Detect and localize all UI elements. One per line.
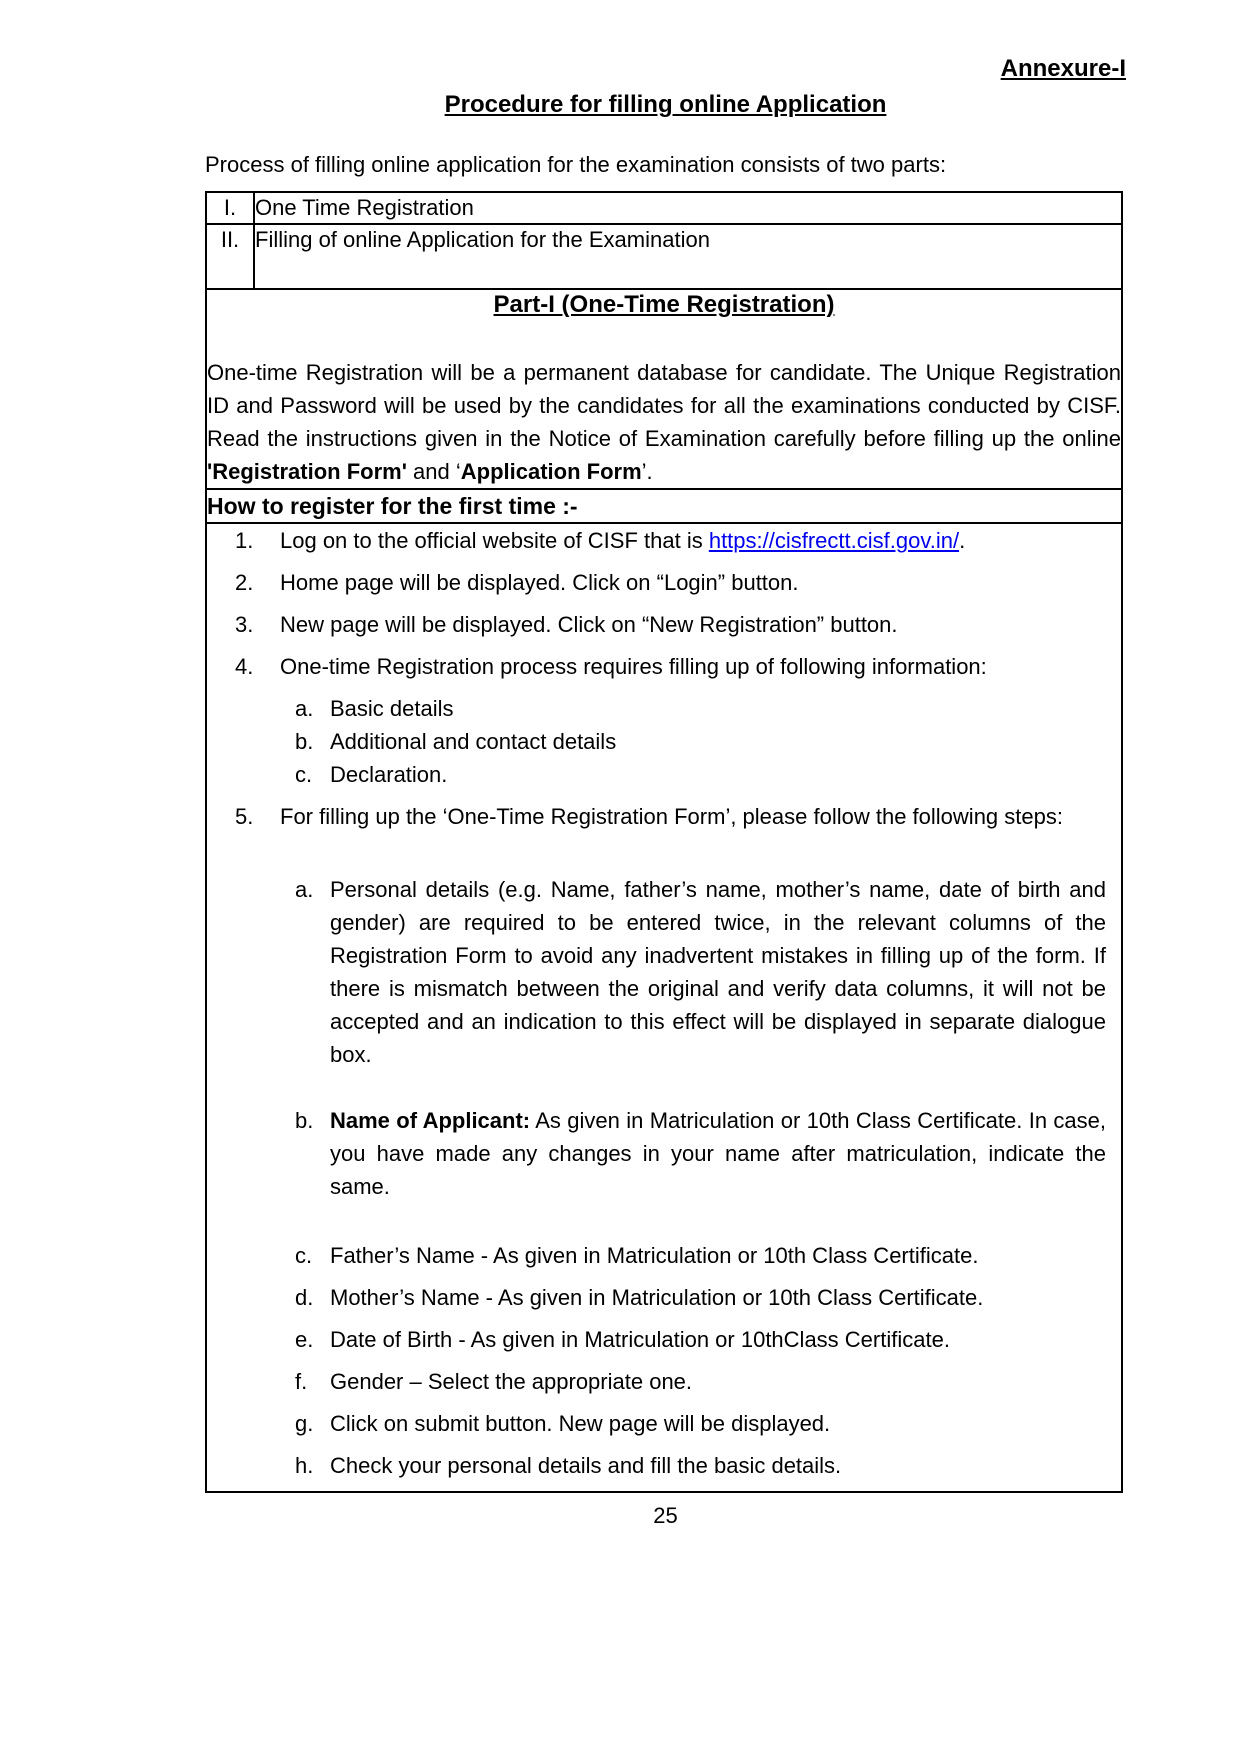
list-item-5b <box>207 1104 1121 1203</box>
list-item-5c <box>207 1239 1121 1272</box>
list-item-text: Mother’s Name - As given in Matriculation or 10th Class Certificate. <box>330 1285 984 1310</box>
list-marker: 3. <box>235 612 254 637</box>
steps-list-cell <box>206 523 1122 1492</box>
list-item-5e <box>207 1323 1121 1356</box>
list-item-5f <box>207 1365 1121 1398</box>
list-item-5a <box>207 873 1121 1071</box>
part1-paragraph-mid: and ‘ <box>406 459 461 484</box>
list-marker: 2. <box>235 570 254 595</box>
list-marker: d. <box>295 1285 314 1310</box>
name-of-applicant-text: As given in Matriculation or 10th Class Certificate. In case, you have made any changes in your name after matriculation, indicate the same. <box>330 1108 1106 1199</box>
list-item-5g <box>207 1407 1121 1440</box>
list-marker: 5. <box>235 804 254 829</box>
step1-period: . <box>959 528 966 553</box>
part1-heading: Part-I (One-Time Registration) <box>493 291 835 318</box>
table-row-part1 <box>206 192 1122 224</box>
name-of-applicant-bold: Name of Applicant: <box>330 1108 531 1133</box>
list-item-5d <box>207 1281 1121 1314</box>
list-marker: h. <box>295 1453 314 1478</box>
part1-paragraph <box>207 356 1121 488</box>
list-item-text: One-time Registration process requires filling up of following information: <box>280 654 987 679</box>
list-marker: a. <box>295 877 314 902</box>
list-item-4b <box>207 725 1121 758</box>
list-item-2 <box>207 566 1121 599</box>
list-marker: 1. <box>235 528 254 553</box>
part1-paragraph-text: One-time Registration will be a permanent database for candidate. The Unique Registration ID and Password will be used by the candidates for all the examinations conducted by CISF. Read the instructions given in the Notice of Examination carefully before filling up the online <box>207 360 1121 451</box>
page-number: 25 <box>653 1503 678 1528</box>
list-marker: e. <box>295 1327 314 1352</box>
part1-section-cell <box>206 289 1122 489</box>
list-item-text: Click on submit button. New page will be displayed. <box>330 1411 831 1436</box>
row-text-cell: Filling of online Application for the Examination <box>254 224 1122 289</box>
list-item-text: New page will be displayed. Click on “New Registration” button. <box>280 612 898 637</box>
list-item-text: For filling up the ‘One-Time Registration Form’, please follow the following steps: <box>280 804 1063 829</box>
list-item-text <box>330 1104 1121 1203</box>
part1-paragraph-end: ’. <box>641 459 653 484</box>
list-item-text: Declaration. <box>330 762 448 787</box>
intro-paragraph: Process of filling online application for the examination consists of two parts: <box>205 152 947 177</box>
list-item-text: Date of Birth - As given in Matriculation or 10thClass Certificate. <box>330 1327 950 1352</box>
list-marker: a. <box>295 696 314 721</box>
row-text-cell: One Time Registration <box>254 192 1122 224</box>
page-title: Procedure for filling online Application <box>444 91 887 118</box>
procedure-table <box>205 191 1123 1493</box>
list-marker: b. <box>295 729 314 754</box>
list-marker: 4. <box>235 654 254 679</box>
list-marker: c. <box>295 762 313 787</box>
list-marker: f. <box>295 1369 308 1394</box>
annexure-label: Annexure-I <box>1000 55 1126 82</box>
application-form-bold: Application Form <box>460 459 642 484</box>
table-row-steps <box>206 523 1122 1492</box>
table-row-howto <box>206 489 1122 523</box>
table-row-part1-section <box>206 289 1122 489</box>
list-item-text: Basic details <box>330 696 454 721</box>
howto-heading: How to register for the first time :- <box>206 489 1122 523</box>
list-marker: g. <box>295 1411 314 1436</box>
list-item-text: Home page will be displayed. Click on “Login” button. <box>280 570 799 595</box>
table-row-part2 <box>206 224 1122 289</box>
list-marker: b. <box>295 1108 314 1133</box>
list-item-4 <box>207 650 1121 683</box>
row-number-cell: II. <box>206 224 254 289</box>
list-item-text: Check your personal details and fill the basic details. <box>330 1453 842 1478</box>
list-item-text: Gender – Select the appropriate one. <box>330 1369 693 1394</box>
step1-text: Log on to the official website of CISF that is <box>280 528 709 553</box>
list-item-1 <box>207 524 1121 557</box>
list-item-5 <box>207 800 1121 833</box>
list-marker: c. <box>295 1243 313 1268</box>
list-item-4a <box>207 692 1121 725</box>
registration-form-bold: 'Registration Form' <box>207 459 407 484</box>
list-item-text: Father’s Name - As given in Matriculation or 10th Class Certificate. <box>330 1243 979 1268</box>
list-item-5h <box>207 1449 1121 1482</box>
list-item-text: Personal details (e.g. Name, father’s name, mother’s name, date of birth and gender) are required to be entered twice, in the relevant columns of the Registration Form to avoid any inadvertent mistakes in filling up of the form. If there is mismatch between the original and verify data columns, it will not be accepted and an indication to this effect will be displayed in separate dialogue box. <box>330 877 1106 1067</box>
list-item-text <box>280 524 1121 557</box>
cisf-website-link[interactable]: https://cisfrectt.cisf.gov.in/ <box>708 528 960 553</box>
list-item-3 <box>207 608 1121 641</box>
list-item-4c <box>207 758 1121 791</box>
list-item-text: Additional and contact details <box>330 729 617 754</box>
row-number-cell: I. <box>206 192 254 224</box>
